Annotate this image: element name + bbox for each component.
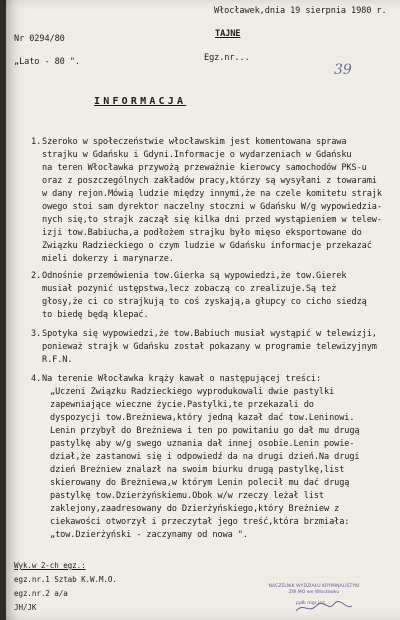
item-1-line-6: owego stoi sam dyrektor naczelny stoczni w Gdańsku W/g wypowiedzia- xyxy=(42,202,382,212)
item-1-line-1: Szeroko w społeczeństwie włocławskim jest komentowana sprawa xyxy=(42,137,347,147)
item-2-line-3: głosy,że ci co strajkują to coś zyskają,a głupcy co cicho siedzą xyxy=(42,297,367,307)
item-4-line-10: pastylkę tow.Dzierżyńskiemu.Obok w/w rzeczy leżał list xyxy=(50,491,324,501)
distribution-header: Wyk.w 2-ch egz.: xyxy=(14,561,86,570)
item-1-line-2: strajku w Gdańsku i Gdyni.Informacje o wydarzeniach w Gdańsku xyxy=(42,150,352,160)
stamp-line-2: ZW MO we Włocławku xyxy=(288,590,340,595)
classification: TAJNE xyxy=(215,29,241,39)
item-2-line-2: musiał pozynić ustępstwa,lecz zobaczą co zrealizuje.Są też xyxy=(42,284,337,294)
item-1-line-5: w dany rejon.Mówią ludzie między innymi,że na czele komitetu strajk xyxy=(42,189,382,199)
item-1-line-9: Związku Radzieckiego o czym ludzie w Gdańsku informacje przekazać xyxy=(42,241,372,251)
item-2-number: 2. xyxy=(31,271,42,281)
doc-number: Nr 0294/80 xyxy=(14,34,65,44)
item-4-line-4: dyspozycji tow.Breżniewa,który jedną kazał dać tow.Leninowi. xyxy=(50,413,355,423)
item-1-line-3: na teren Włocławka przywożą przeważnie kierowcy samochodów PKS-u xyxy=(42,163,367,173)
item-2-line-1: Odnośnie przemówienia tow.Gierka są wypowiedzi,że tow.Gierek xyxy=(42,271,347,281)
item-4-line-13: „tow.Dzierżyński - zaczynamy od nowa ". xyxy=(50,530,248,540)
item-3-line-2: ponieważ strajk w Gdańsku został pokazany w programie telewizyjnym xyxy=(42,342,377,352)
item-1-line-8: izji tow.Babiucha,a podłożem strajku było mięso eksportowane do xyxy=(42,228,362,238)
item-4-line-9: skierowany do Breżniewa,w którym Lenin polecił mu dać drugą xyxy=(50,478,350,488)
scan-edge-shadow xyxy=(0,0,6,620)
typist-initials: JH/JK xyxy=(14,603,37,612)
item-4-line-6: pastylkę aby w/g swego uznania dał innej osobie.Lenin powie- xyxy=(50,439,355,449)
stamp-line-3: ppłk mgr inż. ... xyxy=(296,601,332,606)
item-1-line-10: mieli dokerzy i marynarze. xyxy=(42,254,174,264)
place-date: Włocławek,dnia 19 sierpnia 1980 r. xyxy=(214,6,387,16)
stamp-line-1: NACZELNIK WYDZIAŁU KRYMINALISTYKI xyxy=(268,584,360,589)
item-4-line-5: Lenin przybył do Breżniewa i ten po powitaniu go dał mu drugą xyxy=(50,426,360,436)
copy-label: Egz.nr... xyxy=(204,53,250,63)
item-4-line-7: dział,że zastanowi się i odpowiedź da na drugi dzień.Na drugi xyxy=(50,452,360,462)
item-1-line-7: nych się,to strajk zaczął się kilka dni przed wystąpieniem w telew- xyxy=(42,215,382,225)
distribution-line-2: egz.nr.2 a/a xyxy=(14,589,68,598)
distribution-line-1: egz.nr.1 Sztab K.W.M.O. xyxy=(14,575,117,584)
item-2-line-4: to biedę będą klepać. xyxy=(42,310,149,320)
item-4-line-2: „Uczeni Związku Radzieckiego wyprodukowali dwie pastylki xyxy=(50,387,335,397)
item-4-line-1: Na terenie Włocławka krąży kawał o następującej treści: xyxy=(42,374,322,384)
page-mark: 39 xyxy=(334,62,352,78)
signature-scribble xyxy=(294,600,354,616)
item-1-line-4: oraz z poszczególnych zakładów pracy,którzy są wysyłani z towarami xyxy=(42,176,377,186)
item-4-line-3: zapewniające wieczne życie.Pastylki,te przekazali do xyxy=(50,400,314,410)
copy-reference: „Lato - 80 ". xyxy=(14,57,80,67)
item-4-line-8: dzień Breżniew znalazł na swoim biurku drugą pastylkę,list xyxy=(50,465,345,475)
item-4-line-12: ciekawości otworzył i przeczytał jego treść,która brzmiała: xyxy=(50,517,350,527)
doc-number-value: 0294/80 xyxy=(29,34,65,44)
document-title: INFORMACJA xyxy=(94,96,187,107)
item-3-number: 3. xyxy=(31,329,42,339)
item-4-number: 4. xyxy=(31,374,42,384)
item-3-line-1: Spotyka się wypowiedzi,że tow.Babiuch musiał wystąpić w telewizji, xyxy=(42,329,377,339)
item-4-line-11: zaklejony,zaadresowany do Dzierżyńskiego,który Breżniew z xyxy=(50,504,340,514)
item-3-line-3: R.F.N. xyxy=(42,355,73,365)
item-1-number: 1. xyxy=(31,137,42,147)
